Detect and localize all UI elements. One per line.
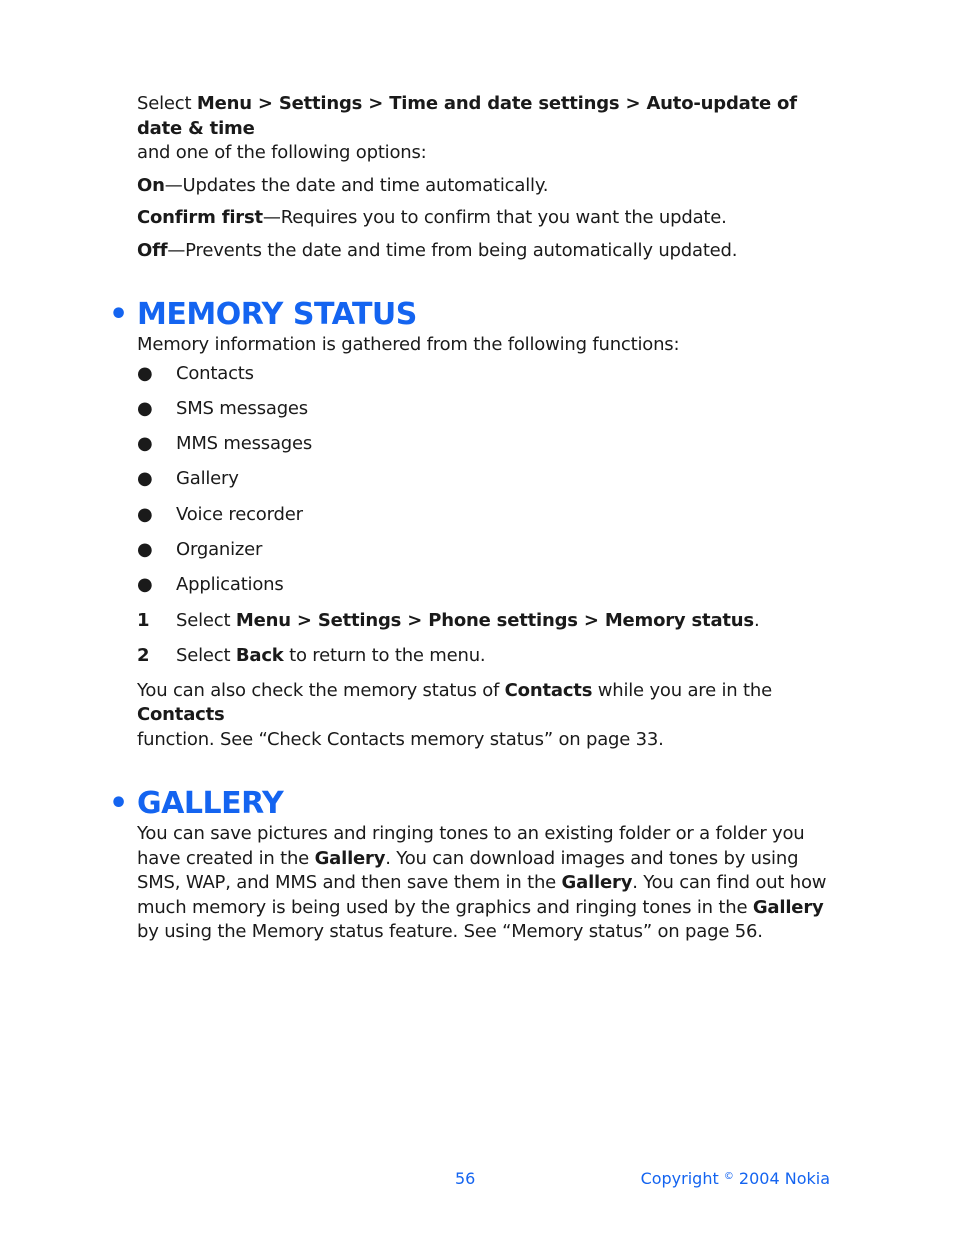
- memory-note: You can also check the memory status of Contacts while you are in the Contacts function. See “Check Contacts memory status” on page 33.: [137, 679, 772, 750]
- list-item: ● Applications: [137, 574, 284, 596]
- gallery-paragraph: You can save pictures and ringing tones to an existing folder or a folder you have created in the Gallery. You can download images and tones by using SMS, WAP, and MMS and then save them in the Gallery. You can find out how much memory is being used by the graphics and ringing tones in the Gallery by using the Memory status feature. See “Memory status” on page 56.: [137, 823, 827, 943]
- list-item: ● Organizer: [137, 538, 263, 560]
- page-content: [109, 92, 837, 945]
- memory-steps: [137, 609, 837, 668]
- list-item: ● Voice recorder: [137, 503, 303, 525]
- bullet-icon: ●: [137, 468, 153, 490]
- bullet-icon: ●: [137, 362, 153, 384]
- bullet-icon: ●: [137, 433, 153, 455]
- bullet-icon: ●: [137, 538, 153, 560]
- bullet-icon: ●: [137, 397, 153, 419]
- bullet-icon: ●: [137, 574, 153, 596]
- heading-bullet-icon: •: [109, 786, 128, 822]
- list-item: ● SMS messages: [137, 397, 308, 419]
- step-2: 2 Select Back to return to the menu.: [137, 644, 486, 666]
- intro-instruction: Select Menu > Settings > Time and date settings > Auto-update of date & time and one of the following options:: [137, 93, 797, 163]
- gallery-heading: • GALLERY: [109, 786, 284, 822]
- memory-status-heading: • MEMORY STATUS: [109, 297, 417, 332]
- step-1: 1 Select Menu > Settings > Phone settings > Memory status.: [137, 609, 760, 631]
- memory-functions-list: [137, 362, 837, 598]
- list-item: ● MMS messages: [137, 433, 313, 455]
- list-item: ● Gallery: [137, 468, 239, 490]
- heading-bullet-icon: •: [109, 297, 128, 332]
- auto-update-term: Auto-update of date & time: [137, 93, 797, 139]
- time-date-settings-term: Time and date settings: [389, 93, 620, 114]
- menu-term: Menu: [196, 93, 252, 114]
- list-item: ● Contacts: [137, 362, 254, 384]
- copyright-notice: Copyright © 2004 Nokia: [640, 1169, 830, 1188]
- page-number: 56: [455, 1169, 476, 1188]
- bullet-icon: ●: [137, 503, 153, 525]
- option-off: Off—Prevents the date and time from being automatically updated.: [137, 239, 738, 261]
- settings-term: Settings: [278, 93, 363, 114]
- option-confirm-first: Confirm first—Requires you to confirm that you want the update.: [137, 207, 727, 228]
- copyright-symbol: ©: [723, 1171, 734, 1182]
- memory-intro: Memory information is gathered from the following functions:: [137, 334, 680, 355]
- option-on: On—Updates the date and time automatically.: [137, 174, 549, 196]
